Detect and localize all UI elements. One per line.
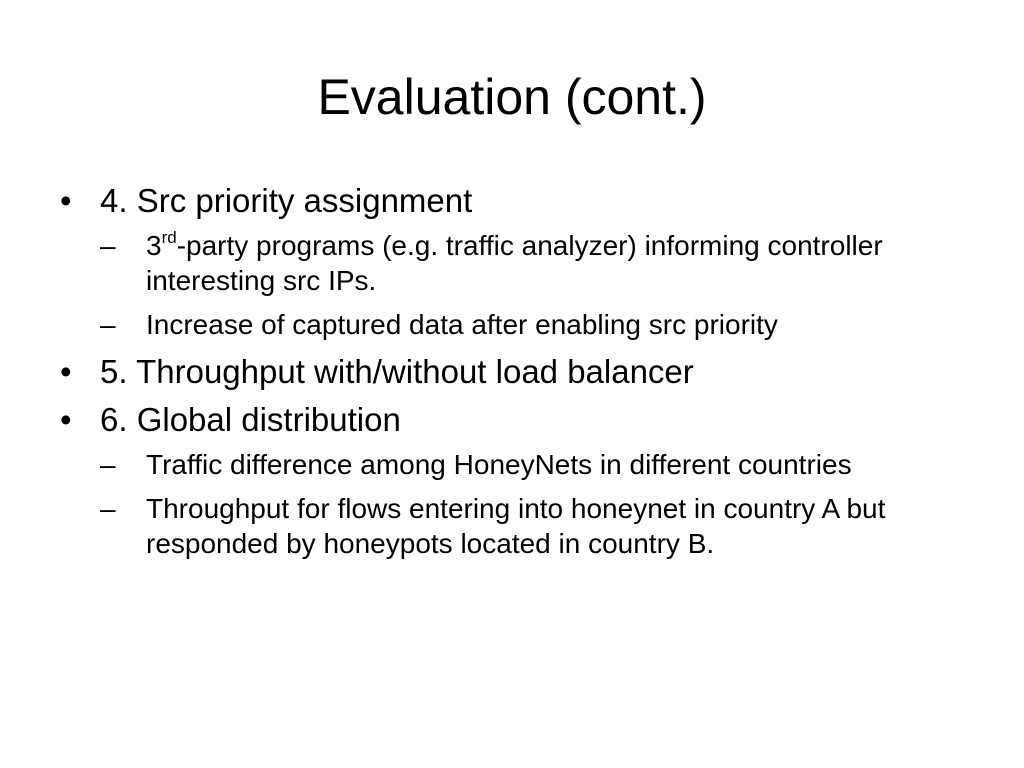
dash-icon: – [100, 493, 116, 524]
bullet-text: 4. Src priority assignment [100, 182, 473, 219]
bullet-icon: • [60, 401, 72, 438]
bullet-text: 6. Global distribution [100, 401, 401, 438]
sub-bullet-prefix: 3 [146, 230, 162, 261]
bullet-icon: • [60, 353, 72, 390]
bullet-icon: • [60, 182, 72, 219]
sub-bullet-traffic-difference [100, 447, 960, 482]
bullet-item-src-priority [60, 180, 960, 222]
bullet-item-throughput [60, 351, 960, 393]
sub-bullet-superscript: rd [161, 227, 177, 247]
dash-icon: – [100, 309, 116, 340]
bullet-text: 5. Throughput with/without load balancer [100, 353, 694, 390]
sub-bullet-third-party [100, 228, 960, 298]
dash-icon: – [100, 449, 116, 480]
slide-title: Evaluation (cont.) [317, 69, 707, 125]
sub-bullet-text: Throughput for flows entering into honeynet in country A but responded by honeypots located in country B. [146, 493, 886, 559]
sub-bullet-text: Traffic difference among HoneyNets in different countries [146, 449, 852, 480]
sub-bullet-captured-data [100, 307, 960, 342]
sub-bullet-flows-throughput [100, 491, 960, 561]
dash-icon: – [100, 230, 116, 261]
sub-bullet-text: Increase of captured data after enabling src priority [146, 309, 778, 340]
sub-bullet-text: -party programs (e.g. traffic analyzer) informing controller interesting src IPs. [146, 230, 883, 296]
bullet-item-global-distribution [60, 399, 960, 441]
bullet-list [60, 180, 960, 570]
